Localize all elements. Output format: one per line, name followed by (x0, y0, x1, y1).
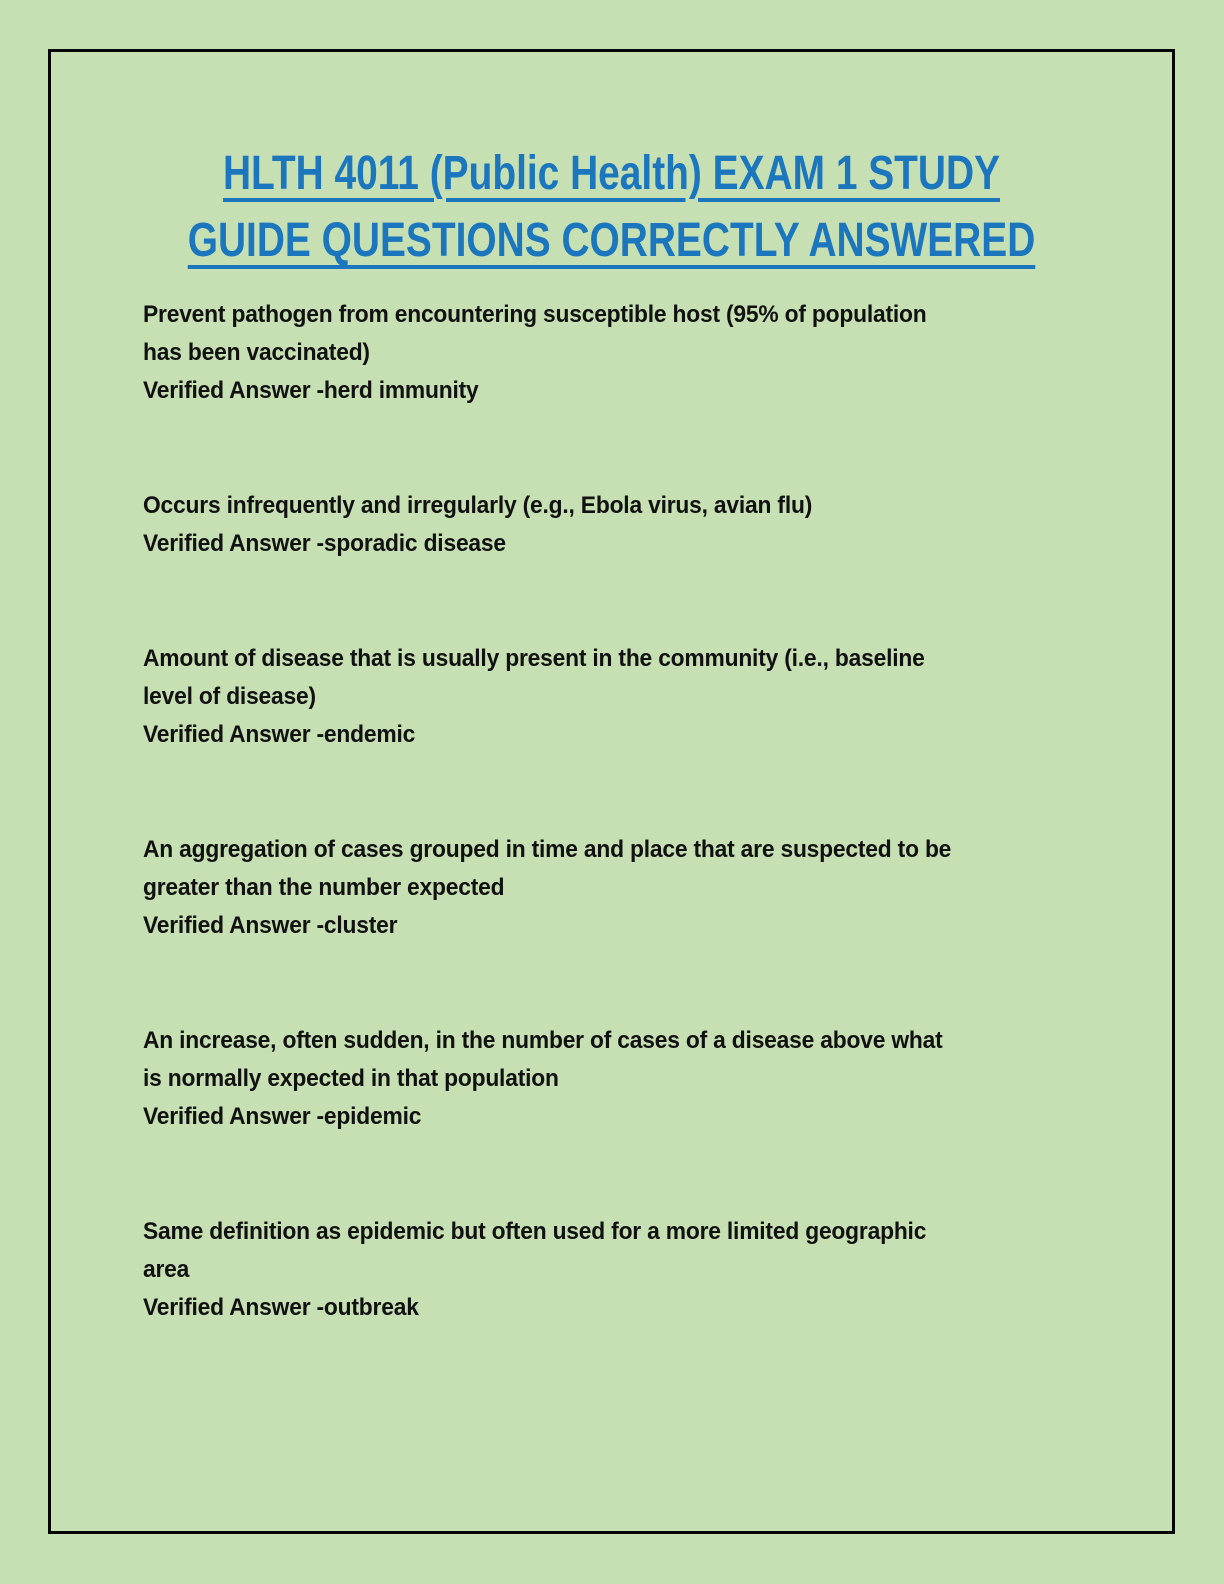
question-line: level of disease) (143, 683, 316, 710)
qa-block-epidemic (143, 1022, 1162, 1136)
answer-line: Verified Answer -sporadic disease (143, 530, 506, 557)
qa-block-herd-immunity (143, 296, 1162, 410)
document-title (51, 140, 1172, 274)
question-line: area (143, 1256, 190, 1283)
question-line: An aggregation of cases grouped in time and place that are suspected to be (143, 836, 952, 863)
answer-line: Verified Answer -outbreak (143, 1294, 419, 1321)
question-line: Prevent pathogen from encountering susceptible host (95% of population (143, 301, 927, 328)
answer-line: Verified Answer -herd immunity (143, 377, 479, 404)
answer-line: Verified Answer -cluster (143, 912, 398, 939)
document-title-line-2: GUIDE QUESTIONS CORRECTLY ANSWERED (187, 214, 1036, 267)
question-line: Occurs infrequently and irregularly (e.g., Ebola virus, avian flu) (143, 492, 813, 519)
qa-block-outbreak (143, 1213, 1162, 1327)
qa-block-cluster (143, 831, 1162, 945)
answer-line: Verified Answer -epidemic (143, 1103, 422, 1130)
qa-block-sporadic-disease (143, 487, 1162, 563)
question-line: An increase, often sudden, in the number of cases of a disease above what (143, 1027, 943, 1054)
qa-list (143, 296, 1162, 1327)
question-line: Same definition as epidemic but often used for a more limited geographic (143, 1218, 927, 1245)
question-line: has been vaccinated) (143, 339, 370, 366)
page-border (48, 49, 1175, 1534)
qa-block-endemic (143, 640, 1162, 754)
question-line: greater than the number expected (143, 874, 505, 901)
document-title-line-1: HLTH 4011 (Public Health) EXAM 1 STUDY (222, 147, 1001, 200)
question-line: Amount of disease that is usually present in the community (i.e., baseline (143, 645, 925, 672)
answer-line: Verified Answer -endemic (143, 721, 416, 748)
question-line: is normally expected in that population (143, 1065, 559, 1092)
